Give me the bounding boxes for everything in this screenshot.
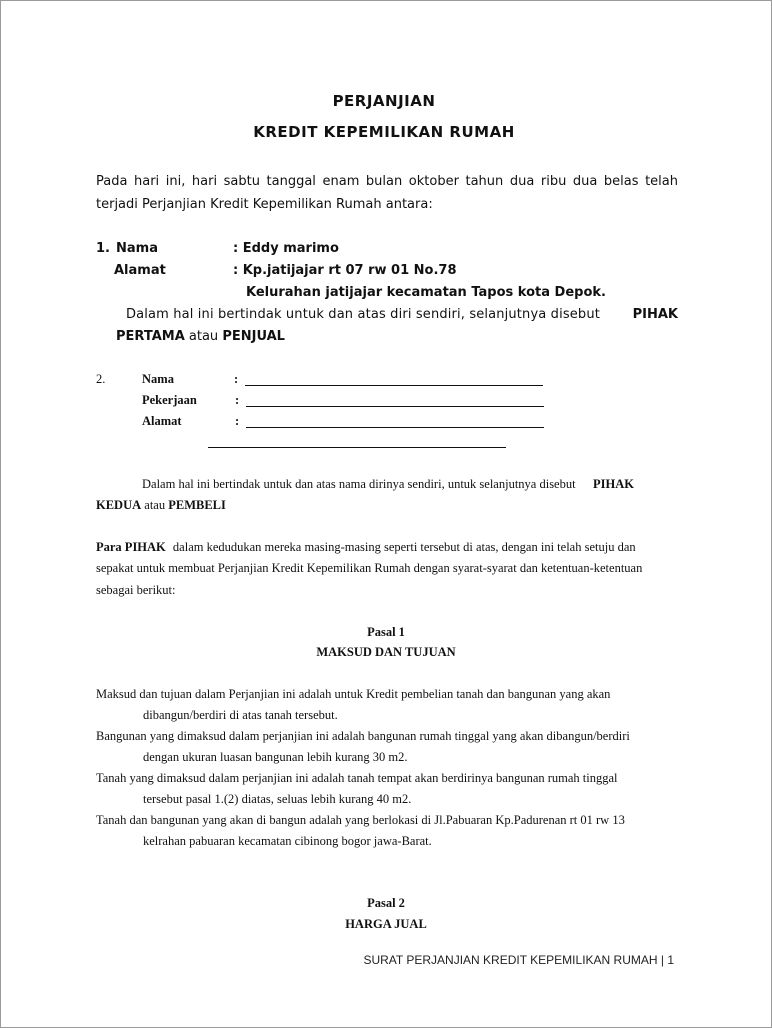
parties-line-3: sebagai berikut: bbox=[96, 583, 176, 597]
party2-address-blank-line bbox=[246, 427, 544, 428]
party2-address-blank-line-2 bbox=[208, 447, 506, 448]
parties-text-1: dalam kedudukan mereka masing-masing seperti tersebut di atas, dengan ini telah setuju dan bbox=[172, 540, 636, 554]
parties-line-2: sepakat untuk membuat Perjanjian Kredit Kepemilikan Rumah dengan syarat-syarat dan ketentuan-ketentuan bbox=[96, 561, 643, 575]
party2-name-colon: : bbox=[234, 372, 239, 386]
parties-bold: Para PIHAK bbox=[96, 540, 166, 554]
pasal1-number: Pasal 1 bbox=[367, 625, 405, 639]
party2-address-label: Alamat bbox=[142, 414, 182, 428]
page-footer: SURAT PERJANJIAN KREDIT KEPEMILIKAN RUMAH | 1 bbox=[363, 953, 674, 967]
pasal2-number: Pasal 2 bbox=[367, 896, 405, 910]
party1-acting-line-2 bbox=[116, 329, 285, 344]
party2-pembeli-bold: PEMBELI bbox=[168, 498, 226, 512]
party2-number: 2. bbox=[96, 372, 106, 386]
party1-name-label: Nama bbox=[116, 241, 158, 256]
party1-address-value: : Kp.jatijajar rt 07 rw 01 No.78 bbox=[233, 263, 457, 278]
party1-pertama-bold: PERTAMA bbox=[116, 329, 185, 344]
party1-address-value-2: Kelurahan jatijajar kecamatan Tapos kota Depok. bbox=[246, 285, 606, 300]
title-line-1: PERJANJIAN bbox=[332, 92, 436, 110]
party2-job-colon: : bbox=[235, 393, 240, 407]
party2-name-label: Nama bbox=[142, 372, 174, 386]
party2-job-blank-line bbox=[246, 406, 544, 407]
party2-acting-text: Dalam hal ini bertindak untuk dan atas nama dirinya sendiri, untuk selanjutnya disebut bbox=[142, 477, 576, 491]
pasal1-item-3-line-2: tersebut pasal 1.(2) diatas, seluas lebih kurang 40 m2. bbox=[143, 792, 412, 806]
intro-line-1: Pada hari ini, hari sabtu tanggal enam bulan oktober tahun dua ribu dua belas telah bbox=[96, 174, 678, 189]
party1-acting-line-1 bbox=[126, 307, 678, 322]
party1-name-value: : Eddy marimo bbox=[233, 241, 339, 256]
pasal1-heading: MAKSUD DAN TUJUAN bbox=[316, 645, 456, 659]
pasal1-item-4-line-1: Tanah dan bangunan yang akan di bangun adalah yang berlokasi di Jl.Pabuaran Kp.Padurenan rt 01 rw 13 bbox=[96, 813, 625, 827]
pasal1-item-1-line-2: dibangun/berdiri di atas tanah tersebut. bbox=[143, 708, 338, 722]
party2-acting-line-2 bbox=[96, 498, 226, 513]
party2-atau-text: atau bbox=[144, 498, 166, 512]
party2-job-label: Pekerjaan bbox=[142, 393, 197, 407]
party2-pihak-bold: PIHAK bbox=[593, 477, 634, 491]
pasal2-heading: HARGA JUAL bbox=[345, 917, 427, 931]
party1-acting-text: Dalam hal ini bertindak untuk dan atas diri sendiri, selanjutnya disebut bbox=[126, 307, 600, 322]
pasal1-item-4-line-2: kelrahan pabuaran kecamatan cibinong bogor jawa-Barat. bbox=[143, 834, 432, 848]
party1-penjual-bold: PENJUAL bbox=[222, 329, 285, 344]
title-line-2: KREDIT KEPEMILIKAN RUMAH bbox=[253, 123, 515, 141]
pasal1-item-1-line-1: Maksud dan tujuan dalam Perjanjian ini adalah untuk Kredit pembelian tanah dan bangunan yang akan bbox=[96, 687, 611, 701]
party1-atau-text: atau bbox=[188, 329, 219, 344]
party2-kedua-bold: KEDUA bbox=[96, 498, 142, 512]
party2-name-blank-line bbox=[245, 385, 543, 386]
party2-acting-line-1 bbox=[142, 477, 634, 492]
pasal1-item-2-line-2: dengan ukuran luasan bangunan lebih kurang 30 m2. bbox=[143, 750, 408, 764]
party1-number: 1. bbox=[96, 241, 110, 256]
intro-line-2: terjadi Perjanjian Kredit Kepemilikan Rumah antara: bbox=[96, 197, 433, 212]
party2-address-colon: : bbox=[235, 414, 240, 428]
party1-pihak-bold: PIHAK bbox=[632, 307, 678, 322]
pasal1-item-3-line-1: Tanah yang dimaksud dalam perjanjian ini adalah tanah tempat akan berdirinya bangunan rumah tinggal bbox=[96, 771, 618, 785]
party1-address-label: Alamat bbox=[114, 263, 166, 278]
pasal1-item-2-line-1: Bangunan yang dimaksud dalam perjanjian ini adalah bangunan rumah tinggal yang akan dibangun/berdiri bbox=[96, 729, 630, 743]
parties-line-1 bbox=[96, 540, 636, 555]
